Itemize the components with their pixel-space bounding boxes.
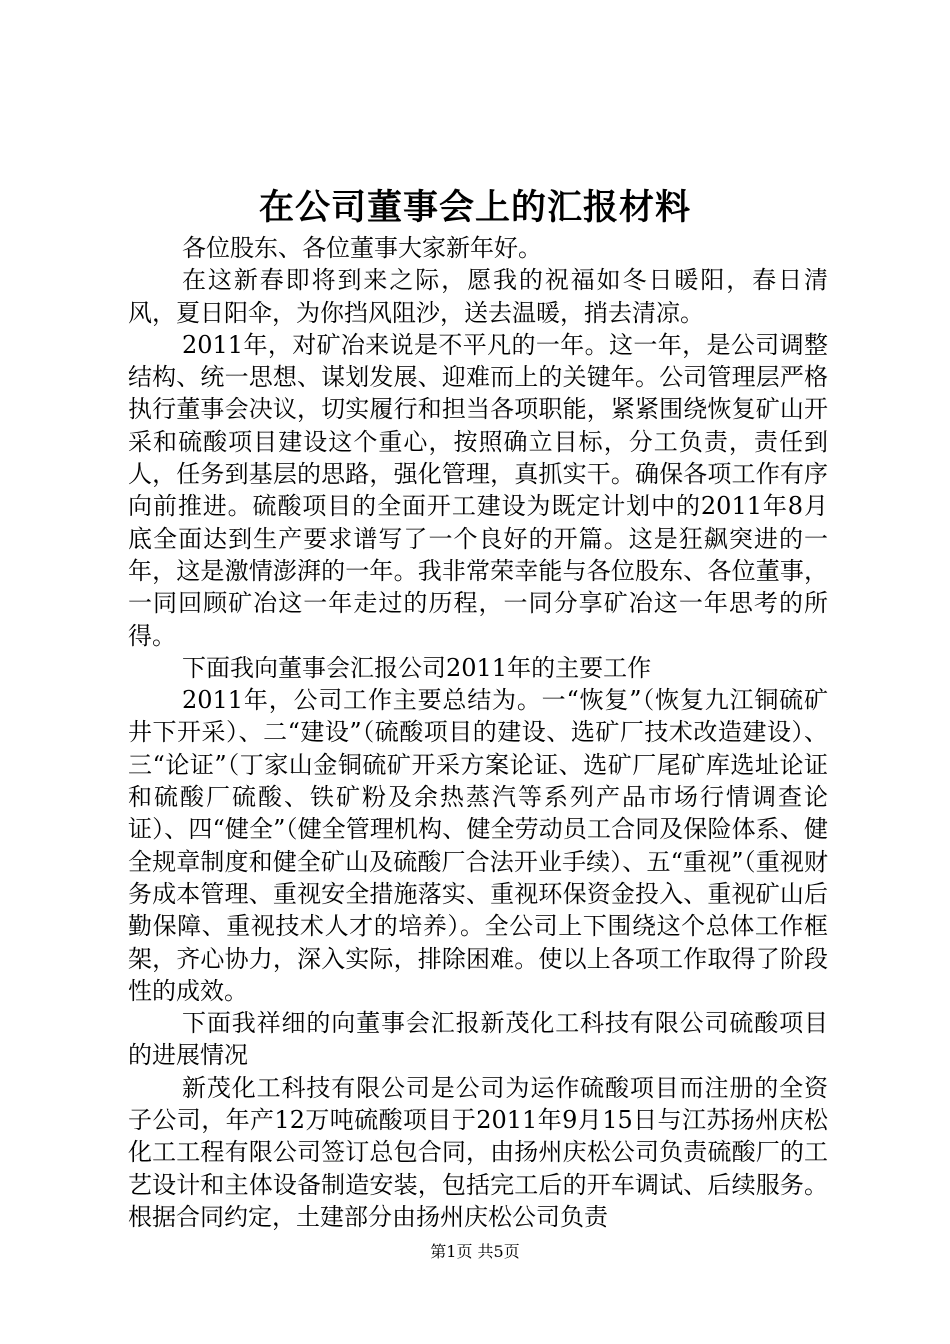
paragraph-greeting: 各位股东、各位董事大家新年好。 [182, 234, 542, 262]
paragraph-work-summary: 2011年，公司工作主要总结为。一“恢复”（恢复九江铜硫矿井下开采）、二“建设”（硫酸项目的建设、选矿厂技术改造建设）、三“论证”（丁家山金铜硫矿开采方案论证、选矿厂尾矿库选址论证和硫酸厂硫酸、铁矿粉及余热蒸汽等系列产品市场行情调查论证）、四“健全”（健全管理机构、健全劳动员工合同及保险体系、健全规章制度和健全矿山及硫酸厂合法开业手续）、五“重视”（重视财务成本管理、重视安全措施落实、重视环保资金投入、重视矿山后勤保障、重视技术人才的培养）。全公司上下围绕这个总体工作框架，齐心协力，深入实际，排除困难。使以上各项工作取得了阶段性的成效。 [128, 686, 828, 1005]
document-title: 在公司董事会上的汇报材料 [258, 187, 691, 228]
paragraph-work-intro: 下面我向董事会汇报公司2011年的主要工作 [182, 653, 652, 682]
page-number-footer: 第1页 共5页 [430, 1242, 520, 1261]
document-body [128, 232, 828, 1233]
paragraph-project-details: 新茂化工科技有限公司是公司为运作硫酸项目而注册的全资子公司，年产12万吨硫酸项目于2011年9月15日与江苏扬州庆松化工工程有限公司签订总包合同，由扬州庆松公司负责硫酸厂的工艺设计和主体设备制造安装，包括完工后的开车调试、后续服务。根据合同约定，土建部分由扬州庆松公司负责 [128, 1073, 828, 1231]
paragraph-blessing: 在这新春即将到来之际，愿我的祝福如冬日暖阳，春日清风，夏日阳伞，为你挡风阻沙，送去温暖，捎去清凉。 [128, 266, 828, 327]
paragraph-project-intro: 下面我祥细的向董事会汇报新茂化工科技有限公司硫酸项目的进展情况 [128, 1009, 828, 1070]
paragraph-year-review: 2011年，对矿冶来说是不平凡的一年。这一年，是公司调整结构、统一思想、谋划发展、迎难而上的关键年。公司管理层严格执行董事会决议，切实履行和担当各项职能，紧紧围绕恢复矿山开采和硫酸项目建设这个重心，按照确立目标，分工负责，责任到人，任务到基层的思路，强化管理，真抓实干。确保各项工作有序向前推进。硫酸项目的全面开工建设为既定计划中的2011年8月底全面达到生产要求谱写了一个良好的开篇。这是狂飙突进的一年，这是激情澎湃的一年。我非常荣幸能与各位股东、各位董事，一同回顾矿冶这一年走过的历程，一同分享矿冶这一年思考的所得。 [128, 330, 828, 650]
